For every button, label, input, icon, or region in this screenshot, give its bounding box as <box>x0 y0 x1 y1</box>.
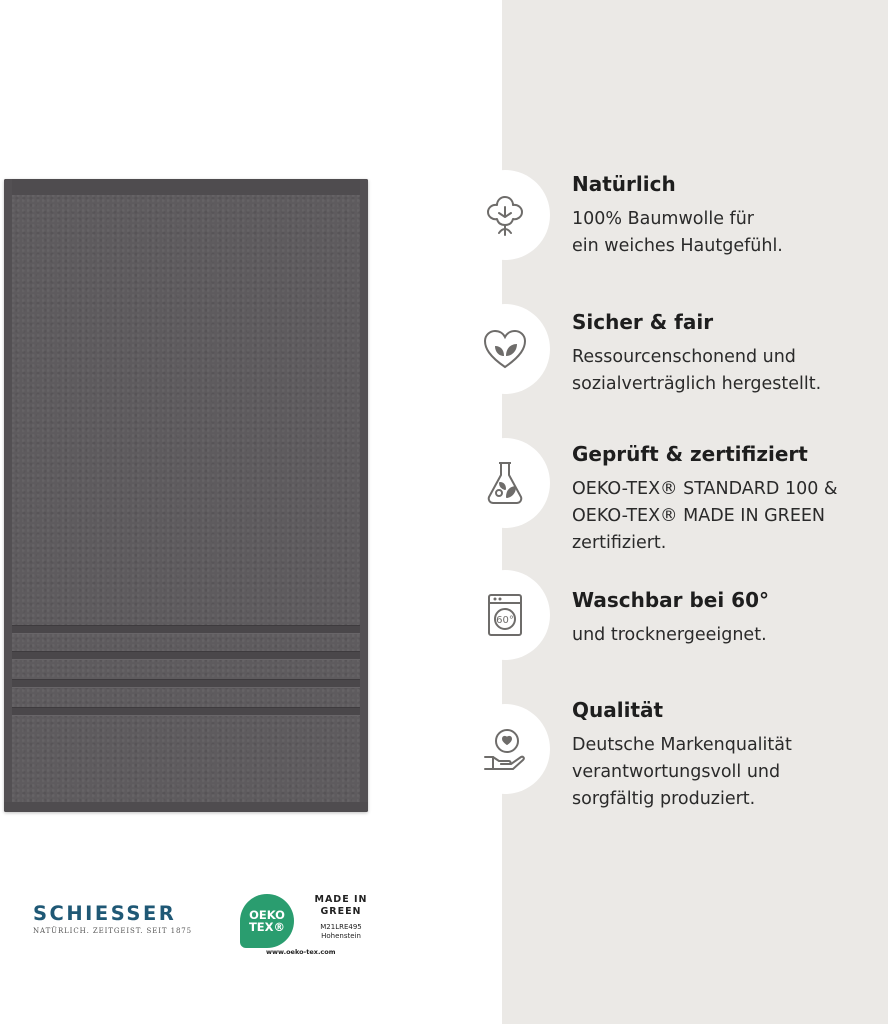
feature-description: und trocknergeeignet. <box>572 625 767 645</box>
feature-icon-circle <box>460 170 550 260</box>
towel-right-hem <box>360 179 368 812</box>
towel-bottom-hem <box>4 802 368 812</box>
feature-text <box>572 698 872 813</box>
towel-stripe <box>12 679 360 688</box>
feature-text <box>572 310 872 398</box>
towel-stripe <box>12 651 360 660</box>
hand-globe-icon <box>479 723 531 775</box>
oeko-badge-line2: TEX® <box>248 920 286 934</box>
feature-icon-circle <box>460 438 550 528</box>
cotton-icon <box>479 189 531 241</box>
towel-left-hem <box>4 179 12 812</box>
brand-tagline: NATÜRLICH. ZEITGEIST. SEIT 1875 <box>33 927 192 935</box>
feature-description: Deutsche Markenqualität verantwortungsvoll und sorgfältig produziert. <box>572 735 792 809</box>
feature-icon-circle <box>460 304 550 394</box>
feature-description: OEKO-TEX® STANDARD 100 & OEKO-TEX® MADE IN GREEN zertifiziert. <box>572 479 838 553</box>
towel-stripe <box>12 707 360 716</box>
towel-top-hem <box>4 179 368 195</box>
feature-title: Qualität <box>572 698 664 722</box>
oeko-certificate-code: M21LRE495 Hohenstein <box>320 923 362 940</box>
brand-name: SCHIESSER <box>33 902 177 925</box>
towel-stripe <box>12 625 360 634</box>
feature-text <box>572 172 872 260</box>
oeko-badge-line1: OEKO <box>249 908 285 922</box>
feature-title: Waschbar bei 60° <box>572 588 770 612</box>
schiesser-logo <box>33 902 203 935</box>
feature-text <box>572 588 872 649</box>
feature-description: 100% Baumwolle für ein weiches Hautgefühl. <box>572 209 783 256</box>
product-towel-image <box>4 179 368 812</box>
feature-description: Ressourcenschonend und sozialverträglich hergestellt. <box>572 347 822 394</box>
feature-icon-circle <box>460 570 550 660</box>
oeko-tex-badge <box>240 894 294 948</box>
feature-icon-circle <box>460 704 550 794</box>
washing-machine-icon <box>479 589 531 641</box>
feature-title: Sicher & fair <box>572 310 714 334</box>
heart-leaf-icon <box>479 323 531 375</box>
flask-icon <box>479 457 531 509</box>
feature-title: Geprüft & zertifiziert <box>572 442 808 466</box>
feature-title: Natürlich <box>572 172 676 196</box>
oeko-tex-url: www.oeko-tex.com <box>266 948 336 956</box>
oeko-made-in-green-label: MADE IN GREEN <box>314 894 368 917</box>
machine-temperature-label: 60° <box>496 615 514 626</box>
feature-text <box>572 442 872 557</box>
oeko-tex-logo <box>240 890 370 960</box>
